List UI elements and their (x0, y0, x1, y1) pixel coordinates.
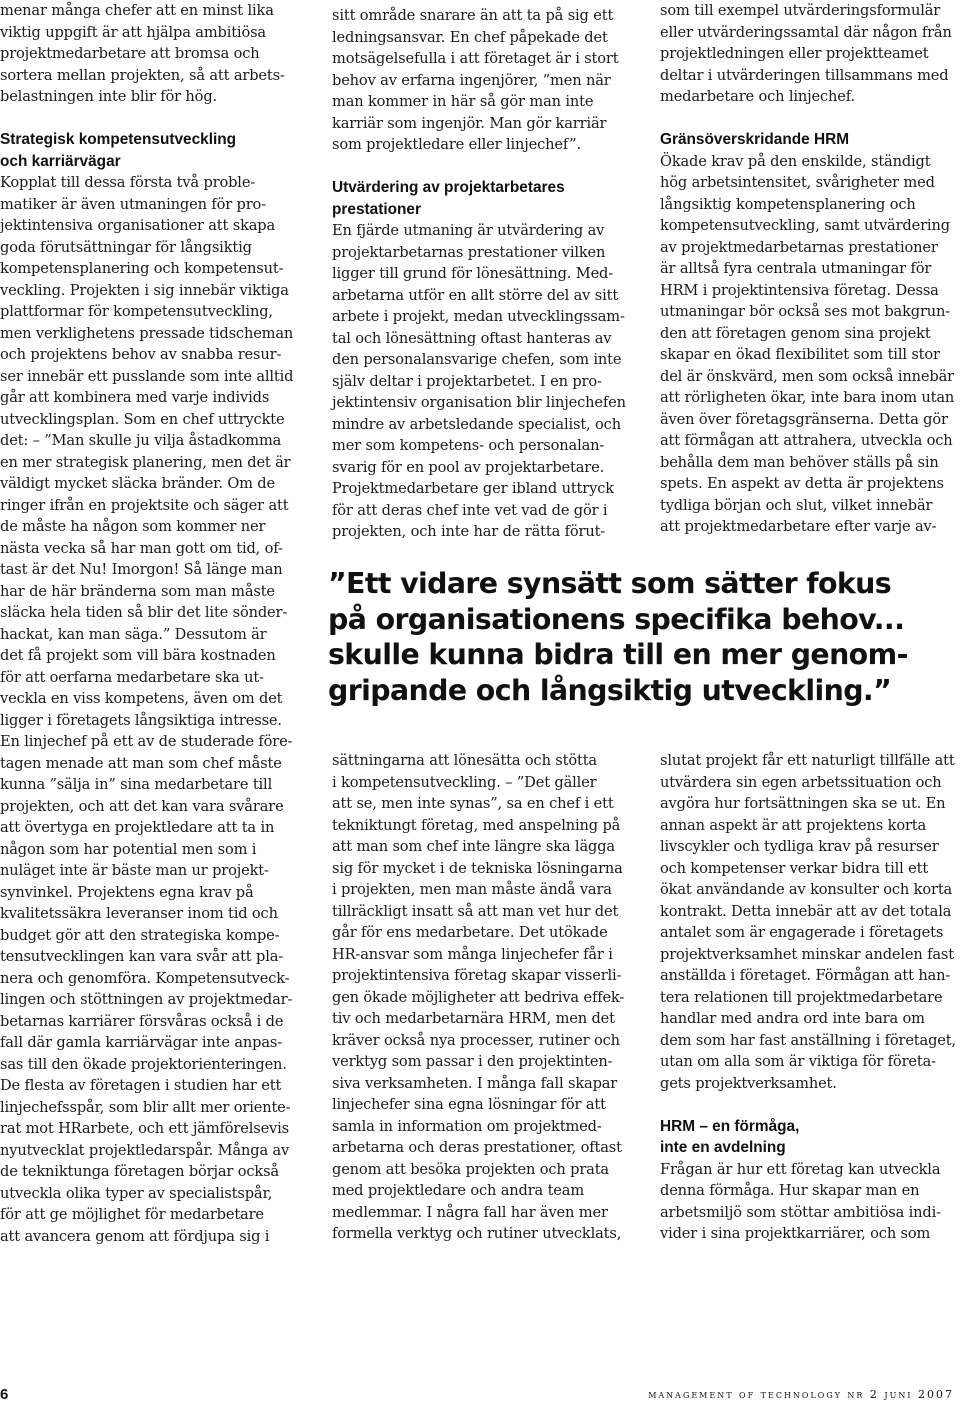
text-line: man kommer in här så gör man inte (332, 93, 594, 110)
text-line: nuläget inte är bäste man ur projekt- (0, 862, 269, 879)
text-line: går att kombinera med varje individs (0, 389, 270, 406)
text-line: och karriärvägar (0, 152, 121, 170)
text-line: betarnas karriärer försvåras också i de (0, 1012, 284, 1030)
text-line: mer som kompetens- och personalan- (332, 437, 605, 454)
text-line: som till exempel utvärderingsformulär (660, 2, 941, 19)
text-line: samla in information om projektmed- (332, 1117, 602, 1135)
text-line: prestationer (332, 200, 421, 218)
text-line: spets. En aspekt av detta är projektens (660, 475, 944, 492)
text-line: arbetarna utför en allt större del av sitt (332, 286, 619, 304)
text-line: projektverksamhet minskar andelen fast (660, 945, 954, 963)
text-line: Kopplat till dessa första två proble- (0, 174, 256, 191)
text-line: att rörligheten ökar, inte bara inom utan (660, 389, 955, 406)
text-line: behålla dem man behöver ställs på sin (660, 453, 939, 471)
text-line: sitt område snarare än att ta på sig ett (332, 7, 614, 24)
text-line: det: – ”Man skulle ju vilja åstadkomma (0, 432, 282, 449)
text-line: siva verksamheten. I många fall skapar (332, 1074, 618, 1092)
text-line: kontrakt. Detta innebär att av det totala (660, 902, 952, 920)
text-line: linjechefer sina egna lösningar för att (332, 1096, 606, 1113)
text-line: nera och genomföra. Kompetensutveck- (0, 969, 290, 987)
text-line: en mer strategisk planering, men det är (0, 453, 291, 471)
text-line: för att deras chef inte vet vad de gör i (332, 501, 608, 519)
text-line: släcka hela tiden så blir det lite sönder- (0, 604, 288, 621)
text-line: synvinkel. Projektens egna krav på (0, 883, 254, 901)
text-line: hackat, kan man säga.” Dessutom är (0, 625, 267, 643)
text-line: skulle kunna bidra till en mer genom- (328, 638, 908, 671)
text-line: skapar en ökad flexibilitet som till stor (660, 346, 940, 363)
text-line: av projektmedarbetarnas prestationer (660, 238, 938, 256)
text-line: hög arbetsintensitet, svårigheter med (660, 174, 935, 191)
text-line: någon som har potential men som i (0, 840, 257, 858)
text-line: gripande och långsiktig utveckling.” (328, 673, 892, 707)
text-line: mindre av arbetsledande specialist, och (332, 415, 621, 433)
text-line: kompetensplanering och kompetensut- (0, 260, 284, 277)
text-line: i kompetensutveckling. – ”Det gäller (332, 773, 597, 791)
col1-body-paragraph (0, 172, 300, 1247)
text-line: vider i sina projektkarriärer, och som (660, 1225, 931, 1242)
column-2 (332, 5, 632, 543)
text-line: eller utvärderingssamtal där någon från (660, 23, 952, 41)
text-line: på organisationens specifika behov... (328, 602, 905, 636)
col1-intro-paragraph (0, 0, 300, 108)
text-line: att se, men inte synas”, sa en chef i ett (332, 795, 614, 812)
text-line: avgöra hur fortsättningen ska se ut. En (660, 795, 946, 812)
text-line: ringer ifrån en projektsite och säger att (0, 496, 289, 514)
text-line: projekten, och att det kan vara svårare (0, 797, 284, 815)
text-line: lingen och stöttningen av projektmedar- (0, 991, 293, 1008)
text-line: med projektledare och andra team (332, 1182, 585, 1199)
text-line: sättningarna att lönesätta och stötta (332, 752, 597, 769)
text-line: ökat användande av konsulter och korta (660, 881, 953, 898)
text-line: som projektledare eller linjechef”. (332, 136, 581, 153)
text-line: verktyg som passar i den projektinten- (332, 1053, 613, 1070)
text-line: gets projektverksamhet. (660, 1074, 837, 1092)
text-line: HRM i projektintensiva företag. Dessa (660, 281, 939, 299)
col2-lower-paragraph (332, 750, 632, 1245)
text-line: tiv och medarbetarnära HRM, men det (332, 1010, 615, 1027)
text-line: projektarbetarnas prestationer vilken (332, 243, 606, 261)
text-line: arbetsmiljö som stöttar ambitiösa indi- (660, 1203, 941, 1221)
text-line: att man som chef inte längre ska lägga (332, 838, 615, 855)
section-heading-hrm-formaga (660, 1116, 960, 1159)
text-line: för att ge möjlighet för medarbetare (0, 1206, 264, 1223)
text-line: tillräckligt insatt så att man vet hur det (332, 902, 619, 920)
text-line: viktig uppgift är att hjälpa ambitiösa (0, 23, 266, 41)
text-line: projektmedarbetare att bromsa och (0, 45, 260, 62)
text-line: väldigt mycket släcka bränder. Om de (0, 475, 275, 492)
text-line: livscykler och tydliga krav på resurser (660, 838, 939, 855)
text-line: att övertyga en projektledare att ta in (0, 819, 275, 836)
text-line: nästa vecka så har man gott om tid, of- (0, 539, 283, 557)
text-line: även över företagsgränserna. Detta gör (660, 410, 948, 428)
text-line: projektintensiva företag skapar visserli- (332, 967, 622, 984)
col3-lower-paragraph (660, 750, 960, 1094)
text-line: utvecklingsplan. Som en chef uttryckte (0, 410, 285, 428)
text-line: den personalansvarige chefen, som inte (332, 351, 622, 368)
text-line: del är önskvärd, men som också innebär (660, 367, 954, 385)
text-line: projekten, och inte har de rätta förut- (332, 523, 606, 540)
col3-body-paragraph (660, 151, 960, 538)
text-line: arbetarna och deras prestationer, oftast (332, 1139, 622, 1156)
text-line: budget gör att den strategiska kompe- (0, 926, 280, 944)
text-line: sortera mellan projekten, så att arbets- (0, 66, 285, 84)
pull-quote (328, 566, 960, 708)
text-line: kompetensutveckling, samt utvärdering (660, 217, 950, 234)
text-line: projektledningen eller projektteamet (660, 45, 929, 62)
text-line: långsiktig kompetensplanering och (660, 195, 916, 213)
text-line: menar många chefer att en minst lika (0, 2, 274, 19)
text-line: kvalitetssäkra leveranser inom tid och (0, 905, 278, 922)
text-line: tal och lönesättning oftast hanteras av (332, 329, 612, 347)
text-line: tagen menade att man som chef måste (0, 754, 282, 772)
section-heading-utvardering (332, 177, 632, 220)
text-line: utvärdera sin egen arbetssituation och (660, 773, 942, 791)
column-2-lower (332, 750, 632, 1245)
text-line: belastningen inte blir för hög. (0, 88, 217, 105)
text-line: Gränsöverskridande HRM (660, 131, 850, 148)
text-line: HRM – en förmåga, (660, 1117, 800, 1135)
text-line: och projektens behov av snabba resur- (0, 346, 282, 363)
text-line: ser innebär ett pusslande som inte alltid (0, 367, 294, 385)
text-line: de tekniktunga företagen börjar också (0, 1163, 279, 1180)
text-line: formella verktyg och rutiner utvecklats, (332, 1225, 622, 1242)
text-line: Frågan är hur ett företag kan utveckla (660, 1160, 941, 1178)
text-line: medarbetare och linjechef. (660, 88, 856, 105)
text-line: dem som har fast anställning i företaget, (660, 1031, 956, 1049)
text-line: är alltså fyra centrala utmaningar för (660, 260, 932, 277)
text-line: det få projekt som vill bära kostnaden (0, 647, 276, 664)
text-line: veckla en viss kompetens, även om det (0, 690, 283, 707)
text-line: jektintensiv organisation blir linjechefen (332, 394, 626, 411)
text-line: veckling. Projekten i sig innebär viktiga (0, 281, 289, 299)
text-line: utveckla olika typer av specialistspår, (0, 1184, 273, 1202)
text-line: tydliga början och slut, vilket innebär (660, 496, 933, 514)
col3-intro-paragraph (660, 0, 960, 108)
journal-footer: management of technology nr 2 juni 2007 (648, 1388, 954, 1401)
text-line: Utvärdering av projektarbetares (332, 179, 565, 196)
text-line: har de här bränderna som man måste (0, 582, 275, 600)
text-line: linjechefsspår, som blir allt mer oriente- (0, 1098, 291, 1116)
text-line: jektintensiva organisationer att skapa (0, 217, 276, 234)
text-line: De flesta av företagen i studien har ett (0, 1077, 282, 1094)
text-line: denna förmåga. Hur skapar man en (660, 1182, 920, 1199)
text-line: deltar i utvärderingen tillsammans med (660, 66, 949, 84)
text-line: sas till den ökade projektorienteringen. (0, 1055, 287, 1073)
section-heading-kompetensutveckling (0, 129, 300, 172)
column-3 (660, 0, 960, 538)
text-line: den att företagen genom sina projekt (660, 324, 931, 342)
text-line: handlar med andra ord inte bara om (660, 1010, 925, 1027)
text-line: går för ens medarbetare. Det utökade (332, 924, 608, 941)
text-line: arbete i projekt, medan utvecklingssam- (332, 308, 625, 325)
text-line: behov av erfarna ingenjörer, ”men när (332, 71, 611, 89)
text-line: En linjechef på ett av de studerade före- (0, 733, 293, 750)
text-line: utan om alla som är viktiga för företa- (660, 1053, 936, 1070)
text-line: men verklighetens pressade tidscheman (0, 324, 294, 342)
column-1 (0, 0, 300, 1247)
text-line: genom att besöka projekten och prata (332, 1160, 609, 1178)
text-line: gen ökade möjligheter att bedriva effek- (332, 988, 625, 1006)
text-line: tast är det Nu! Imorgon! Så länge man (0, 561, 283, 578)
text-line: slutat projekt får ett naturligt tillfälle att (660, 752, 955, 769)
text-line: tera relationen till projektmedarbetare (660, 988, 943, 1006)
text-line: ”Ett vidare synsätt som sätter fokus (328, 567, 892, 600)
text-line: att förmågan att attrahera, utveckla och (660, 432, 953, 449)
section-heading-gransoverskridande-hrm (660, 129, 960, 151)
text-line: sig för mycket i de tekniska lösningarna (332, 859, 623, 877)
text-line: matiker är även utmaningen för pro- (0, 195, 266, 213)
text-line: anställda i företaget. Förmågan att han- (660, 967, 951, 984)
col2-intro-paragraph (332, 5, 632, 156)
text-line: ligger i företagets långsiktiga intresse. (0, 711, 282, 729)
text-line: kunna ”sälja in” sina medarbetare till (0, 776, 273, 793)
text-line: ledningsansvar. En chef påpekade det (332, 28, 608, 46)
text-line: fall där gamla karriärvägar inte anpas- (0, 1034, 282, 1051)
text-line: antalet som är engagerade i företagets (660, 924, 944, 941)
column-3-lower (660, 750, 960, 1245)
text-line: plattformar för kompetensutveckling, (0, 303, 273, 320)
text-line: ligger till grund för lönesättning. Med- (332, 265, 614, 282)
text-line: Strategisk kompetensutveckling (0, 131, 237, 148)
text-line: rat mot HRarbete, och ett jämförelsevis (0, 1120, 290, 1137)
text-line: de måste ha någon som kommer ner (0, 518, 266, 535)
text-line: nyutvecklat projektledarspår. Många av (0, 1141, 290, 1159)
text-line: att avancera genom att fördjupa sig i (0, 1227, 270, 1245)
col3-final-paragraph (660, 1159, 960, 1245)
text-line: En fjärde utmaning är utvärdering av (332, 222, 605, 239)
text-line: Projektmedarbetare ger ibland uttryck (332, 480, 614, 497)
text-line: tekniktungt företag, med anspelning på (332, 816, 621, 834)
text-line: utmaningar bör också ses mot bakgrun- (660, 303, 951, 320)
text-line: för att oerfarna medarbetare ska ut- (0, 668, 264, 686)
col2-body-paragraph (332, 220, 632, 543)
text-line: och kompetenser verkar bidra till ett (660, 859, 929, 877)
text-line: annan aspekt är att projektens korta (660, 816, 927, 834)
text-line: medlemmar. I några fall har även mer (332, 1203, 608, 1221)
text-line: HR-ansvar som många linjechefer får i (332, 945, 613, 963)
text-line: Ökade krav på den enskilde, ständigt (660, 152, 931, 170)
text-line: tensutvecklingen kan vara svår att pla- (0, 948, 284, 965)
text-line: i projekten, men man måste ändå vara (332, 881, 612, 898)
text-line: karriär som ingenjör. Man gör karriär (332, 114, 607, 132)
text-line: motsägelsefulla i att företaget är i stort (332, 50, 619, 67)
text-line: själv deltar i projektarbetet. I en pro- (332, 372, 602, 390)
text-line: inte en avdelning (660, 1139, 786, 1156)
text-line: kräver också nya processer, rutiner och (332, 1031, 620, 1049)
page-number: 6 (0, 1386, 9, 1403)
text-line: svarig för en pool av projektarbetare. (332, 458, 605, 476)
text-line: goda förutsättningar för långsiktig (0, 238, 252, 256)
text-line: att projektmedarbetare efter varje av- (660, 518, 937, 535)
